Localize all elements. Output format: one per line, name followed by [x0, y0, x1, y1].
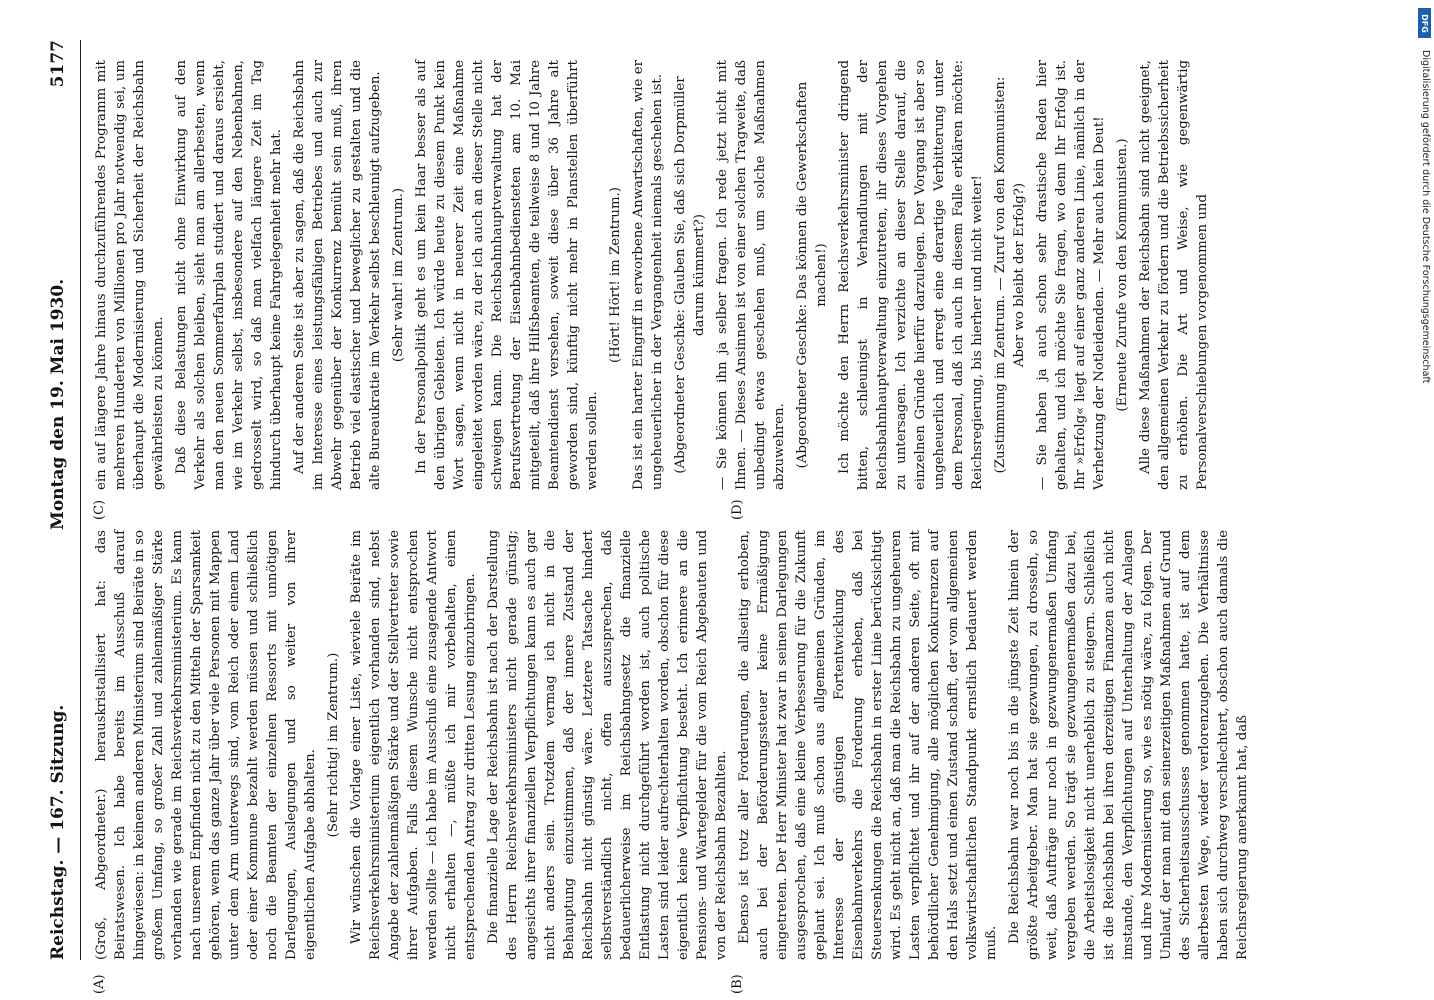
paragraph: Auf der anderen Seite ist aber zu sagen, daß die Reichsbahn im Interesse eines leistungsfähigen Betriebes und auch zur Abwehr gegenüber der Konkurrenz bemüht sein muß, ihren Betrieb viel elastischer und beweglicher zu gestalten und die alte Bureaukratie im Verkehr selbst beschleunigt aufzugeben.	[292, 60, 383, 490]
rotated-page	[40, 40, 1370, 994]
paragraph: Daß diese Belastungen nicht ohne Einwirkung auf den Verkehr als solchen bleiben, sieht man am allerbesten, wenn man den neuen Sommerfahrplan studiert und daraus ersieht, wie im Verkehr selbst, insbesondere auf den Nebenbahnen, gedrosselt wird, so daß man vielfach längere Zeit im Tag hindurch überhaupt keine Fahrgelegenheit mehr hat.	[174, 60, 284, 490]
header-date: Montag den 19. Mai 1930.	[48, 278, 68, 530]
paragraph: ein auf längere Jahre hinaus durchzuführendes Programm mit mehreren Hunderten von Millionen pro Jahr notwendig sei, um überhaupt die Modernisierung und Sicherheit der Reichsbahn gewährleisten zu können.	[94, 60, 166, 490]
paragraph: Wir wünschen die Vorlage einer Liste, wieviele Beiräte im Reichsverkehrsministerium eigentlich vorhanden sind, nebst Angabe der zahlenmäßigen Stärke und der Stellvertreter sowie ihrer Aufgaben. Falls diesem Wunsche nicht entsprochen werden sollte — ich habe im Ausschuß eine zusagende Antwort nicht erhalten —, müßte ich mir vorbehalten, einen entsprechenden Antrag zur dritten Lesung einzubringen.	[349, 530, 478, 960]
paragraph: Alle diese Maßnahmen der Reichsbahn sind nicht geeignet, den allgemeinen Verkehr zu fördern und die Betriebssicherheit zu erhöhen. Die Art und Weise, wie gegenwärtig Personalverschiebungen vorgenommen und	[1138, 60, 1210, 490]
paragraph: Die finanzielle Lage der Reichsbahn ist nach der Darstellung des Herrn Reichsverkehrsministers nicht gerade günstig; angesichts ihrer finanziellen Verpflichtungen kann es auch gar nicht anders sein. Trotzdem vermag ich nicht in die Behauptung einzustimmen, daß der innere Zustand der Reichsbahn nicht günstig wäre. Letztere Tatsache hindert selbstverständlich nicht, offen auszusprechen, daß bedauerlicherweise im Reichsbahngesetz die finanzielle Entlastung nicht durchgeführt worden ist, auch politische Lasten sind leider aufrechterhalten worden, obschon für diese eigentlich keine Verpflichtung besteht. Ich erinnere an die Pensions- und Wartegelder für die vom Reich Abgebauten und von der Reichsbahn Bezahlten.	[486, 530, 729, 960]
paragraph: (Groß, Abgeordneter.) herauskristallisiert hat: das Beiratswesen. Ich habe bereits im Ausschuß darauf hingewiesen: in keinem anderen Ministerium sind Beiräte in so großem Umfang, so großer Zahl und zahlenmäßiger Stärke vorhanden wie gerade im Reichsverkehrsministerium. Es kann nach unserem Empfinden nicht zu den Mitteln der Sparsamkeit gehören, wenn das ganze Jahr über viele Personen mit Mappen unter dem Arm unterwegs sind, vom Reich oder einem Land oder einer Kommune bezahlt werden müssen und schließlich noch die Beamten der einzelnen Ressorts mit unnötigen Darlegungen, Auslegungen und so weiter von ihrer eigentlichen Aufgabe abhalten.	[94, 530, 318, 960]
interjection: (Hört! Hört! im Zentrum.)	[608, 187, 623, 363]
interjection: (Abgeordneter Geschke: Glauben Sie, daß sich Dorpmüller darum kümmert?)	[673, 76, 707, 474]
interjection: (Abgeordneter Geschke: Das können die Gewerkschaften machen!)	[795, 81, 829, 469]
paragraph: Ich möchte den Herrn Reichsverkehrsminister dringend bitten, schleunigst in Verhandlungen mit der Reichsbahnhauptverwaltung einzutreten, ihr dieses Vorgehen zu untersagen. Ich verzichte an dieser Stelle darauf, die einzelnen Gründe hierfür darzulegen. Der Vorgang ist aber so ungeheuerlich und erregt eine derartige Verbitterung unter dem Personal, daß ich auch in diesem Falle erklären möchte: Reichsregierung, bis hierher und nicht weiter!	[837, 60, 985, 490]
left-column	[92, 530, 1256, 960]
page-header	[40, 40, 81, 960]
funding-note: Digitalisierung gefördert durch die Deutsche Forschungsgemeinschaft	[1420, 50, 1431, 384]
page-number: 5177	[48, 40, 68, 88]
header-session: Reichstag. — 167. Sitzung.	[48, 704, 68, 960]
funding-sidebar	[1418, 10, 1432, 990]
interjection: (Erneute Zurufe von den Kommunisten.)	[1115, 138, 1130, 412]
margin-marker-a: (A)	[92, 974, 107, 994]
paragraph: — Sie haben ja auch schon sehr drastische Reden hier gehalten, und ich möchte Sie fragen, wo denn Ihr Erfolg ist. Ihr »Erfolg« liegt auf einer ganz anderen Linie, nämlich in der Verhetzung der Notleidenden. — Mehr auch kein Deut!	[1035, 60, 1107, 490]
paragraph: In der Personalpolitik geht es um kein Haar besser als auf den übrigen Gebieten. Ich würde heute zu diesem Punkt kein Wort sagen, wenn nicht in neuerer Zeit eine Maßnahme eingeleitet worden wäre, zu der ich auch an dieser Stelle nicht schweigen kann. Die Reichsbahnhauptverwaltung hat der Berufsvertretung der Eisenbahnbediensteten am 10. Mai mitgeteilt, daß ihre Hilfsbeamten, die teilweise 8 und 10 Jahre Beamtendienst versehen, soweit diese über 36 Jahre alt geworden sind, künftig nicht mehr in Planstellen überführt werden sollen.	[414, 60, 600, 490]
paragraph: Das ist ein harter Eingriff in erworbene Anwartschaften, wie er ungeheuerlicher in der Vergangenheit niemals geschehen ist.	[631, 60, 665, 490]
paragraph: Die Reichsbahn war noch bis in die jüngste Zeit hinein der größte Arbeitgeber. Man hat sie gezwungen, zu drosseln, so weit, daß Aufträge nur noch in gezwungenermaßen Umfang vergeben werden. So trägt sie gezwungenermaßen dazu bei, die Arbeitslosigkeit nicht unerheblich zu steigern. Schließlich ist die Reichsbahn bei ihren derzeitigen Finanzen auch nicht imstande, den Verpflichtungen auf Unterhaltung der Anlagen und ihre Modernisierung so, wie es nötig wäre, zu folgen. Der Umlauf, der man mit den seinerzeitigen Maßnahmen auf Grund des Sicherheitsausschusses genommen hatte, ist auf dem allerbesten Wege, wieder verlorenzugehen. Die Verhältnisse haben sich durchweg verschlechtert, obschon auch damals die Reichsregierung anerkannt hat, daß	[1007, 530, 1250, 960]
dfg-logo: DFG	[1418, 8, 1431, 38]
paragraph: Ebenso ist trotz aller Forderungen, die allseitig erhoben, auch bei der Beförderungssteuer keine Ermäßigung eingetreten. Der Herr Minister hat zwar in seinen Darlegungen ausgesprochen, daß eine kleine Verbesserung für die Zukunft geplant sei. Ich muß schon aus allgemeinen Gründen, im Interesse der günstigen Fortentwicklung des Eisenbahnverkehrs die Forderung erheben, daß bei Steuersenkungen die Reichsbahn in erster Linie berücksichtigt wird. Es geht nicht an, daß man die Reichsbahn zu ungeheuren Lasten verpflichtet und ihr auf der anderen Seite, oft mit behördlicher Genehmigung, alle möglichen Konkurrenzen auf den Hals setzt und einen Zustand schafft, der vom allgemeinen volkswirtschaftlichen Standpunkt ernstlich bedauert werden muß.	[737, 530, 999, 960]
margin-marker-c: (C)	[92, 499, 107, 520]
right-column	[92, 60, 1216, 490]
interjection: (Zustimmung im Zentrum. — Zuruf von den Kommunisten: Aber wo bleibt der Erfolg?)	[993, 76, 1027, 474]
interjection: (Sehr richtig! im Zentrum.)	[326, 652, 341, 838]
margin-marker-d: (D)	[730, 499, 745, 520]
paragraph: — Sie können ihn ja selber fragen. Ich rede jetzt nicht mit Ihnen. — Dieses Ansinnen ist von einer solchen Tragweite, daß unbedingt etwas geschehen muß, um solche Maßnahmen abzuwehren.	[715, 60, 787, 490]
margin-marker-b: (B)	[730, 974, 745, 994]
page-inner	[40, 40, 1370, 994]
interjection: (Sehr wahr! im Zentrum.)	[391, 187, 406, 363]
